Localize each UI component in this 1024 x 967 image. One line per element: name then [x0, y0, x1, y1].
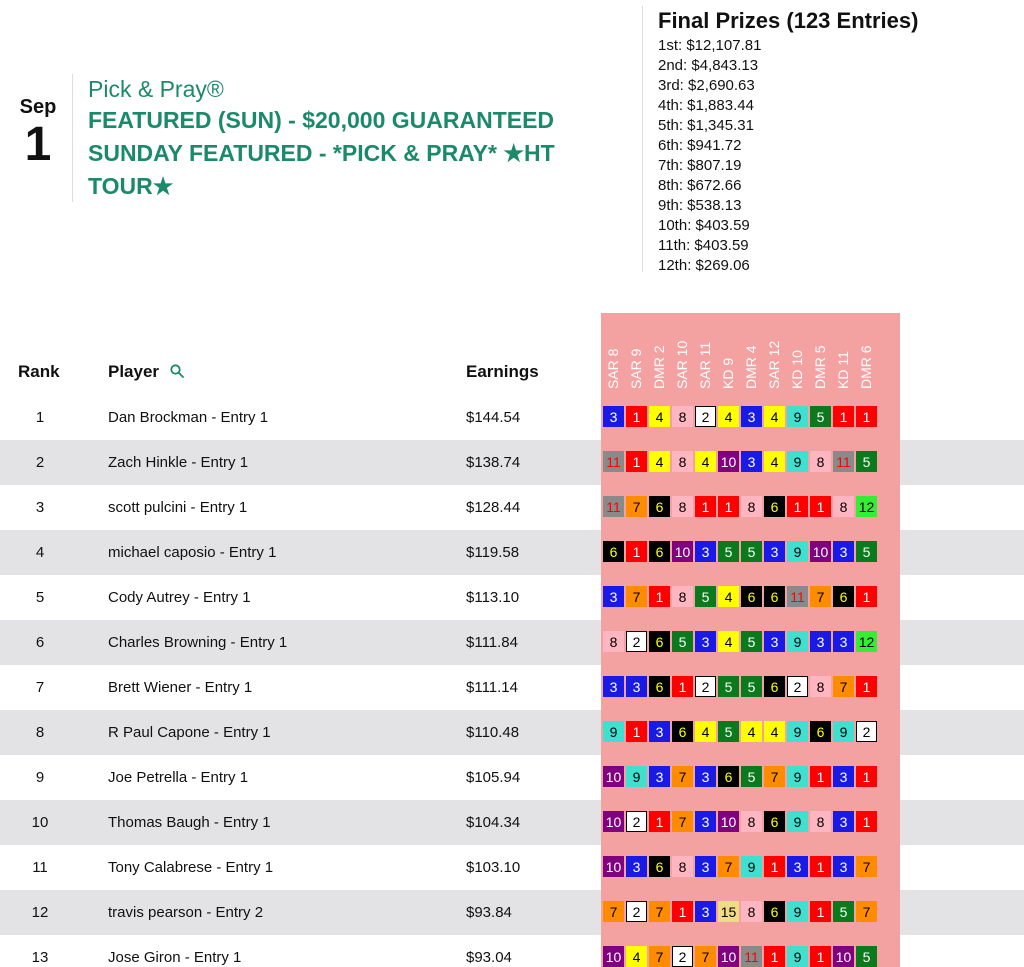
race-label: DMR 4	[743, 345, 759, 389]
player-name[interactable]: Charles Browning - Entry 1	[108, 634, 288, 651]
pick-list	[603, 856, 879, 877]
pick-badge: 10	[603, 811, 624, 832]
event-title	[88, 76, 618, 203]
pick-badge: 1	[787, 496, 808, 517]
pick-badge: 5	[741, 676, 762, 697]
player-header[interactable]	[108, 362, 184, 383]
pick-badge: 10	[672, 541, 693, 562]
prize-line: 7th: $807.19	[658, 157, 742, 174]
pick-badge: 3	[695, 901, 716, 922]
pick-badge: 1	[810, 946, 831, 967]
rank-header[interactable]: Rank	[18, 362, 60, 381]
pick-badge: 4	[764, 721, 785, 742]
pick-badge: 8	[672, 856, 693, 877]
pick-list	[603, 406, 879, 427]
pick-badge: 3	[603, 586, 624, 607]
pick-list	[603, 586, 879, 607]
pick-badge: 3	[695, 766, 716, 787]
pick-badge: 10	[603, 946, 624, 967]
pick-badge: 9	[787, 766, 808, 787]
rank-cell: 4	[35, 544, 45, 561]
pick-badge: 1	[856, 766, 877, 787]
pick-badge: 5	[856, 946, 877, 967]
pick-badge: 7	[695, 946, 716, 967]
pick-badge: 3	[833, 856, 854, 877]
table-row[interactable]	[0, 575, 1024, 620]
race-column-header	[647, 313, 670, 395]
earnings-cell: $128.44	[466, 499, 521, 516]
pick-badge: 1	[856, 676, 877, 697]
pick-badge: 10	[603, 856, 624, 877]
pick-badge: 7	[718, 856, 739, 877]
race-column-header	[624, 313, 647, 395]
pick-list	[603, 496, 879, 517]
prize-line: 4th: $1,883.44	[658, 97, 754, 114]
race-label: DMR 5	[812, 345, 828, 389]
pick-badge: 5	[672, 631, 693, 652]
pick-badge: 1	[672, 901, 693, 922]
race-column-header	[785, 313, 808, 395]
pick-badge: 11	[603, 496, 624, 517]
prizes-list	[658, 36, 918, 276]
race-header	[601, 313, 877, 395]
player-name[interactable]: Thomas Baugh - Entry 1	[108, 814, 271, 831]
pick-badge: 3	[603, 406, 624, 427]
earnings-cell: $111.84	[466, 634, 518, 651]
pick-badge: 11	[787, 586, 808, 607]
earnings-cell: $113.10	[466, 589, 520, 606]
rank-cell: 8	[35, 724, 45, 741]
pick-badge: 10	[810, 541, 831, 562]
pick-badge: 1	[810, 496, 831, 517]
earnings-cell: $119.58	[466, 544, 520, 561]
pick-badge: 3	[810, 631, 831, 652]
rank-cell: 3	[35, 499, 45, 516]
pick-badge: 9	[787, 901, 808, 922]
race-column-header	[762, 313, 785, 395]
pick-badge: 7	[672, 811, 693, 832]
event-headline: FEATURED (SUN) - $20,000 GUARANTEED SUNDAY FEATURED - *PICK & PRAY* ★HT TOUR★	[88, 107, 555, 199]
race-column-header	[854, 313, 877, 395]
pick-badge: 4	[695, 451, 716, 472]
race-column-header	[808, 313, 831, 395]
pick-badge: 2	[626, 631, 647, 652]
player-name[interactable]: Dan Brockman - Entry 1	[108, 409, 269, 426]
pick-badge: 7	[810, 586, 831, 607]
table-row[interactable]	[0, 665, 1024, 710]
pick-list	[603, 811, 879, 832]
rank-cell: 12	[31, 904, 49, 921]
pick-badge: 7	[672, 766, 693, 787]
prizes-divider	[642, 6, 643, 272]
pick-badge: 9	[787, 946, 808, 967]
pick-badge: 1	[856, 586, 877, 607]
pick-badge: 6	[718, 766, 739, 787]
pick-badge: 6	[741, 586, 762, 607]
rank-cell: 6	[35, 634, 45, 651]
pick-badge: 8	[672, 496, 693, 517]
table-row[interactable]	[0, 440, 1024, 485]
pick-badge: 9	[787, 406, 808, 427]
rank-cell: 10	[31, 814, 49, 831]
pick-badge: 5	[718, 721, 739, 742]
pick-badge: 8	[810, 451, 831, 472]
prize-line: 11th: $403.59	[658, 237, 749, 254]
prize-line: 9th: $538.13	[658, 197, 742, 214]
pick-badge: 1	[833, 406, 854, 427]
pick-badge: 1	[810, 901, 831, 922]
earnings-cell: $110.48	[466, 724, 520, 741]
pick-badge: 10	[833, 946, 854, 967]
pick-badge: 2	[672, 946, 693, 967]
table-row[interactable]	[0, 710, 1024, 755]
race-label: KD 11	[835, 351, 851, 389]
pick-badge: 9	[787, 631, 808, 652]
pick-badge: 9	[603, 721, 624, 742]
pick-badge: 1	[672, 676, 693, 697]
table-row[interactable]	[0, 755, 1024, 800]
event-date	[14, 96, 62, 169]
pick-badge: 1	[856, 811, 877, 832]
pick-badge: 3	[764, 541, 785, 562]
pick-badge: 2	[856, 721, 877, 742]
pick-list	[603, 766, 879, 787]
player-name[interactable]: michael caposio - Entry 1	[108, 544, 277, 561]
pick-badge: 6	[764, 811, 785, 832]
pick-badge: 4	[718, 586, 739, 607]
pick-badge: 4	[626, 946, 647, 967]
pick-badge: 1	[856, 406, 877, 427]
pick-badge: 10	[718, 811, 739, 832]
race-label: SAR 10	[674, 340, 690, 389]
leaderboard	[0, 395, 1024, 967]
pick-badge: 8	[810, 811, 831, 832]
pick-badge: 4	[649, 406, 670, 427]
rank-cell: 9	[35, 769, 45, 786]
event-month: Sep	[19, 96, 57, 118]
player-name[interactable]: Joe Petrella - Entry 1	[108, 769, 249, 786]
pick-badge: 6	[672, 721, 693, 742]
pick-badge: 10	[718, 451, 739, 472]
pick-badge: 5	[741, 631, 762, 652]
prize-line: 8th: $672.66	[658, 177, 742, 194]
pick-badge: 3	[787, 856, 808, 877]
pick-badge: 2	[626, 811, 647, 832]
pick-badge: 6	[764, 496, 785, 517]
race-column-header	[693, 313, 716, 395]
pick-badge: 8	[741, 901, 762, 922]
prize-line: 3rd: $2,690.63	[658, 77, 755, 94]
pick-badge: 8	[833, 496, 854, 517]
pick-badge: 3	[833, 766, 854, 787]
pick-badge: 1	[810, 856, 831, 877]
pick-badge: 3	[764, 631, 785, 652]
rank-cell: 5	[35, 589, 45, 606]
pick-badge: 8	[810, 676, 831, 697]
pick-badge: 8	[741, 811, 762, 832]
pick-badge: 2	[695, 406, 716, 427]
brand-name: Pick & Pray®	[88, 76, 224, 102]
table-row[interactable]	[0, 935, 1024, 967]
pick-badge: 9	[741, 856, 762, 877]
pick-badge: 7	[856, 901, 877, 922]
prize-line: 12th: $269.06	[658, 257, 750, 274]
pick-badge: 8	[672, 586, 693, 607]
table-row[interactable]	[0, 485, 1024, 530]
final-prizes	[658, 8, 918, 276]
earnings-cell: $111.14	[466, 679, 518, 696]
pick-badge: 1	[764, 856, 785, 877]
pick-badge: 9	[787, 451, 808, 472]
race-label: DMR 2	[651, 345, 667, 389]
pick-badge: 3	[626, 856, 647, 877]
pick-badge: 10	[718, 946, 739, 967]
pick-badge: 1	[626, 406, 647, 427]
pick-list	[603, 631, 879, 652]
player-name[interactable]: Tony Calabrese - Entry 1	[108, 859, 274, 876]
pick-badge: 9	[626, 766, 647, 787]
pick-badge: 9	[787, 811, 808, 832]
pick-badge: 8	[672, 451, 693, 472]
race-label: KD 9	[720, 357, 736, 389]
player-name[interactable]: Jose Giron - Entry 1	[108, 949, 242, 966]
prize-line: 10th: $403.59	[658, 217, 750, 234]
pick-badge: 1	[810, 766, 831, 787]
pick-badge: 4	[764, 406, 785, 427]
race-label: SAR 8	[605, 348, 621, 389]
race-label: DMR 6	[858, 345, 874, 389]
pick-badge: 3	[741, 451, 762, 472]
pick-list	[603, 541, 879, 562]
pick-badge: 7	[603, 901, 624, 922]
pick-badge: 3	[649, 766, 670, 787]
pick-list	[603, 946, 879, 967]
earnings-cell: $93.04	[466, 949, 512, 966]
rank-cell: 11	[32, 859, 48, 876]
earnings-cell: $93.84	[466, 904, 512, 921]
pick-badge: 8	[603, 631, 624, 652]
pick-badge: 5	[695, 586, 716, 607]
table-row[interactable]	[0, 395, 1024, 440]
pick-badge: 6	[649, 541, 670, 562]
prize-line: 6th: $941.72	[658, 137, 742, 154]
earnings-cell: $138.74	[466, 454, 521, 471]
race-column-header	[831, 313, 854, 395]
pick-badge: 1	[626, 721, 647, 742]
pick-list	[603, 901, 879, 922]
pick-list	[603, 676, 879, 697]
pick-badge: 3	[649, 721, 670, 742]
pick-badge: 7	[649, 901, 670, 922]
rank-cell: 2	[35, 454, 45, 471]
pick-badge: 1	[718, 496, 739, 517]
rank-cell: 7	[35, 679, 45, 696]
race-column-header	[716, 313, 739, 395]
player-name[interactable]: Zach Hinkle - Entry 1	[108, 454, 249, 471]
pick-badge: 6	[764, 676, 785, 697]
pick-list	[603, 451, 879, 472]
pick-badge: 6	[649, 856, 670, 877]
table-row[interactable]	[0, 530, 1024, 575]
race-label: KD 10	[789, 350, 805, 389]
earnings-cell: $104.34	[466, 814, 521, 831]
pick-badge: 7	[649, 946, 670, 967]
pick-badge: 11	[741, 946, 762, 967]
pick-badge: 10	[603, 766, 624, 787]
pick-badge: 3	[741, 406, 762, 427]
pick-badge: 3	[603, 676, 624, 697]
pick-badge: 8	[672, 406, 693, 427]
search-icon[interactable]	[170, 363, 184, 383]
pick-badge: 6	[649, 676, 670, 697]
player-name[interactable]: travis pearson - Entry 2	[108, 904, 264, 921]
pick-badge: 11	[603, 451, 624, 472]
race-label: SAR 12	[766, 340, 782, 389]
rank-cell: 1	[35, 409, 45, 426]
pick-badge: 3	[695, 631, 716, 652]
pick-badge: 1	[764, 946, 785, 967]
pick-badge: 3	[833, 541, 854, 562]
pick-badge: 4	[741, 721, 762, 742]
pick-badge: 12	[856, 496, 877, 517]
table-row[interactable]	[0, 845, 1024, 890]
earnings-cell: $105.94	[466, 769, 521, 786]
pick-badge: 7	[626, 586, 647, 607]
pick-badge: 2	[787, 676, 808, 697]
pick-badge: 3	[695, 541, 716, 562]
race-label: SAR 9	[628, 348, 644, 389]
pick-badge: 5	[810, 406, 831, 427]
table-row[interactable]	[0, 890, 1024, 935]
pick-badge: 4	[764, 451, 785, 472]
pick-badge: 9	[787, 541, 808, 562]
race-label: SAR 11	[697, 341, 713, 389]
pick-badge: 6	[810, 721, 831, 742]
pick-badge: 6	[649, 631, 670, 652]
table-row[interactable]	[0, 800, 1024, 845]
pick-badge: 3	[695, 811, 716, 832]
pick-badge: 7	[626, 496, 647, 517]
date-divider	[72, 74, 73, 202]
prize-line: 1st: $12,107.81	[658, 37, 762, 54]
pick-badge: 2	[695, 676, 716, 697]
pick-badge: 6	[603, 541, 624, 562]
pick-badge: 3	[626, 676, 647, 697]
player-name[interactable]: R Paul Capone - Entry 1	[108, 724, 271, 741]
earnings-header[interactable]: Earnings	[466, 362, 539, 381]
pick-badge: 6	[764, 901, 785, 922]
pick-badge: 3	[695, 856, 716, 877]
pick-badge: 12	[856, 631, 877, 652]
prizes-title: Final Prizes (123 Entries)	[658, 8, 919, 33]
pick-badge: 1	[695, 496, 716, 517]
player-name[interactable]: Cody Autrey - Entry 1	[108, 589, 251, 606]
pick-badge: 7	[856, 856, 877, 877]
pick-badge: 4	[695, 721, 716, 742]
pick-badge: 8	[741, 496, 762, 517]
pick-badge: 7	[764, 766, 785, 787]
earnings-cell: $144.54	[466, 409, 521, 426]
race-column-header	[670, 313, 693, 395]
pick-badge: 7	[833, 676, 854, 697]
race-column-header	[601, 313, 624, 395]
player-header-label: Player	[108, 362, 160, 381]
pick-badge: 2	[626, 901, 647, 922]
pick-badge: 4	[718, 631, 739, 652]
pick-badge: 9	[787, 721, 808, 742]
pick-badge: 1	[649, 586, 670, 607]
pick-badge: 1	[649, 811, 670, 832]
pick-badge: 6	[764, 586, 785, 607]
table-row[interactable]	[0, 620, 1024, 665]
earnings-cell: $103.10	[466, 859, 521, 876]
pick-badge: 3	[833, 811, 854, 832]
prize-line: 5th: $1,345.31	[658, 117, 754, 134]
race-column-header	[739, 313, 762, 395]
rank-cell: 13	[31, 949, 49, 966]
pick-badge: 5	[718, 676, 739, 697]
pick-badge: 5	[718, 541, 739, 562]
pick-badge: 3	[833, 631, 854, 652]
pick-badge: 5	[741, 766, 762, 787]
prize-line: 2nd: $4,843.13	[658, 57, 759, 74]
pick-badge: 5	[856, 451, 877, 472]
pick-badge: 5	[741, 541, 762, 562]
pick-badge: 5	[833, 901, 854, 922]
pick-list	[603, 721, 879, 742]
player-name[interactable]: scott pulcini - Entry 1	[108, 499, 248, 516]
event-day: 1	[24, 118, 52, 171]
pick-badge: 1	[626, 451, 647, 472]
pick-badge: 4	[718, 406, 739, 427]
pick-badge: 6	[833, 586, 854, 607]
pick-badge: 6	[649, 496, 670, 517]
pick-badge: 4	[649, 451, 670, 472]
pick-badge: 1	[626, 541, 647, 562]
player-name[interactable]: Brett Wiener - Entry 1	[108, 679, 253, 696]
pick-badge: 5	[856, 541, 877, 562]
pick-badge: 9	[833, 721, 854, 742]
pick-badge: 11	[833, 451, 854, 472]
pick-badge: 15	[718, 901, 739, 922]
